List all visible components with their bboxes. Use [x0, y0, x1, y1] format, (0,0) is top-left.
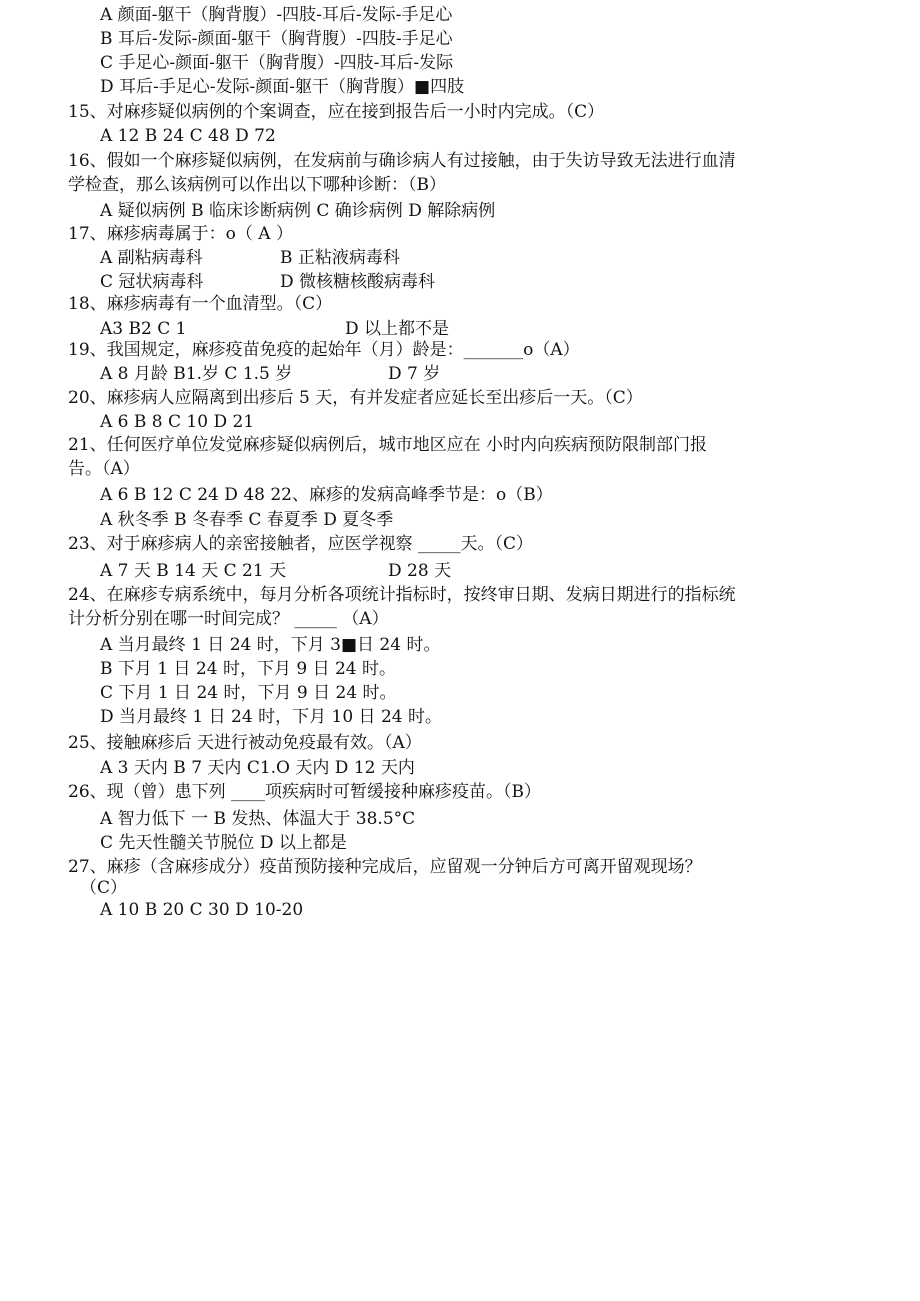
question-21: 21、任何医疗单位发觉麻疹疑似病例后，城市地区应在 小时内向疾病预防限制部门报 [68, 435, 708, 455]
question-16: 16、假如一个麻疹疑似病例，在发病前与确诊病人有过接触，由于失访导致无法进行血清 [68, 151, 736, 171]
option-a: A 副粘病毒科 [100, 248, 203, 268]
question-20: 20、麻疹病人应隔离到出疹后 5 天，有并发症者应延长至出疹后一天。（C） [68, 388, 643, 408]
question-24: 24、在麻疹专病系统中，每月分析各项统计指标时，按终审日期、发病日期进行的指标统 [68, 585, 736, 605]
question-26: 26、现（曾）患下列 ____项疾病时可暂缓接种麻疹疫苗。（B） [68, 782, 542, 802]
option-c: C 下月 1 日 24 时，下月 9 日 24 时。 [100, 683, 397, 703]
option-d: D 当月最终 1 日 24 时，下月 10 日 24 时。 [100, 707, 442, 727]
question-15: 15、对麻疹疑似病例的个案调查，应在接到报告后一小时内完成。（C） [68, 102, 605, 122]
question-23: 23、对于麻疹病人的亲密接触者，应医学视察 _____天。（C） [68, 534, 534, 554]
option-line: D 耳后-手足心-发际-颜面-躯干（胸背腹）■四肢 [100, 77, 465, 97]
question-21-cont: 告。（A） [68, 459, 140, 479]
option-line-question-22: A 6 B 12 C 24 D 48 22、麻疹的发病高峰季节是：o（B） [100, 485, 553, 505]
option-d: D 28 天 [388, 561, 452, 581]
option-a: A 当月最终 1 日 24 时，下月 3■日 24 时。 [100, 635, 441, 655]
option-line: B 耳后-发际-颜面-躯干（胸背腹）-四肢-手足心 [100, 29, 453, 49]
question-27: 27、麻疹（含麻疹成分）疫苗预防接种完成后，应留观一分钟后方可离开留观现场？ [68, 857, 702, 877]
option-line: A 颜面-躯干（胸背腹）-四肢-耳后-发际-手足心 [100, 5, 453, 25]
option-c: C 冠状病毒科 [100, 272, 204, 292]
option-d: D 微核糖核酸病毒科 [280, 272, 436, 292]
question-16-cont: 学检查，那么该病例可以作出以下哪种诊断：（B） [68, 175, 446, 195]
option-line: A 10 B 20 C 30 D 10-20 [100, 900, 304, 920]
option-line: A 3 天内 B 7 天内 C1.O 天内 D 12 天内 [100, 758, 415, 778]
question-25: 25、接触麻疹后 天进行被动免疫最有效。（A） [68, 733, 422, 753]
option-line: A 12 B 24 C 48 D 72 [100, 126, 276, 146]
option-line: C 手足心-颜面-躯干（胸背腹）-四肢-耳后-发际 [100, 53, 454, 73]
option-line: A 疑似病例 B 临床诊断病例 C 确诊病例 D 解除病例 [100, 201, 496, 221]
question-27-answer: （C） [80, 878, 128, 898]
option-b: B 正粘液病毒科 [280, 248, 400, 268]
option-line: A 秋冬季 B 冬春季 C 春夏季 D 夏冬季 [100, 510, 394, 530]
option-d: D 7 岁 [388, 364, 441, 384]
option-line: A 6 B 8 C 10 D 21 [100, 412, 255, 432]
question-24-cont: 计分析分别在哪一时间完成？ _____ （A） [68, 609, 389, 629]
option-b: B 下月 1 日 24 时，下月 9 日 24 时。 [100, 659, 397, 679]
option-ab: A 智力低下 一 B 发热、体温大于 38.5°C [100, 809, 416, 829]
option-cd: C 先天性髓关节脱位 D 以上都是 [100, 833, 347, 853]
question-17: 17、麻疹病毒属于：o（ A ） [68, 224, 293, 244]
option-abc: A 7 天 B 14 天 C 21 天 [100, 561, 287, 581]
option-d: D 以上都不是 [345, 319, 450, 339]
option-abc: A 8 月龄 B1.岁 C 1.5 岁 [100, 364, 293, 384]
question-18: 18、麻疹病毒有一个血清型。（C） [68, 294, 333, 314]
question-19: 19、我国规定，麻疹疫苗免疫的起始年（月）龄是：_______o（A） [68, 340, 580, 360]
option-abc: A3 B2 C 1 [100, 319, 187, 339]
